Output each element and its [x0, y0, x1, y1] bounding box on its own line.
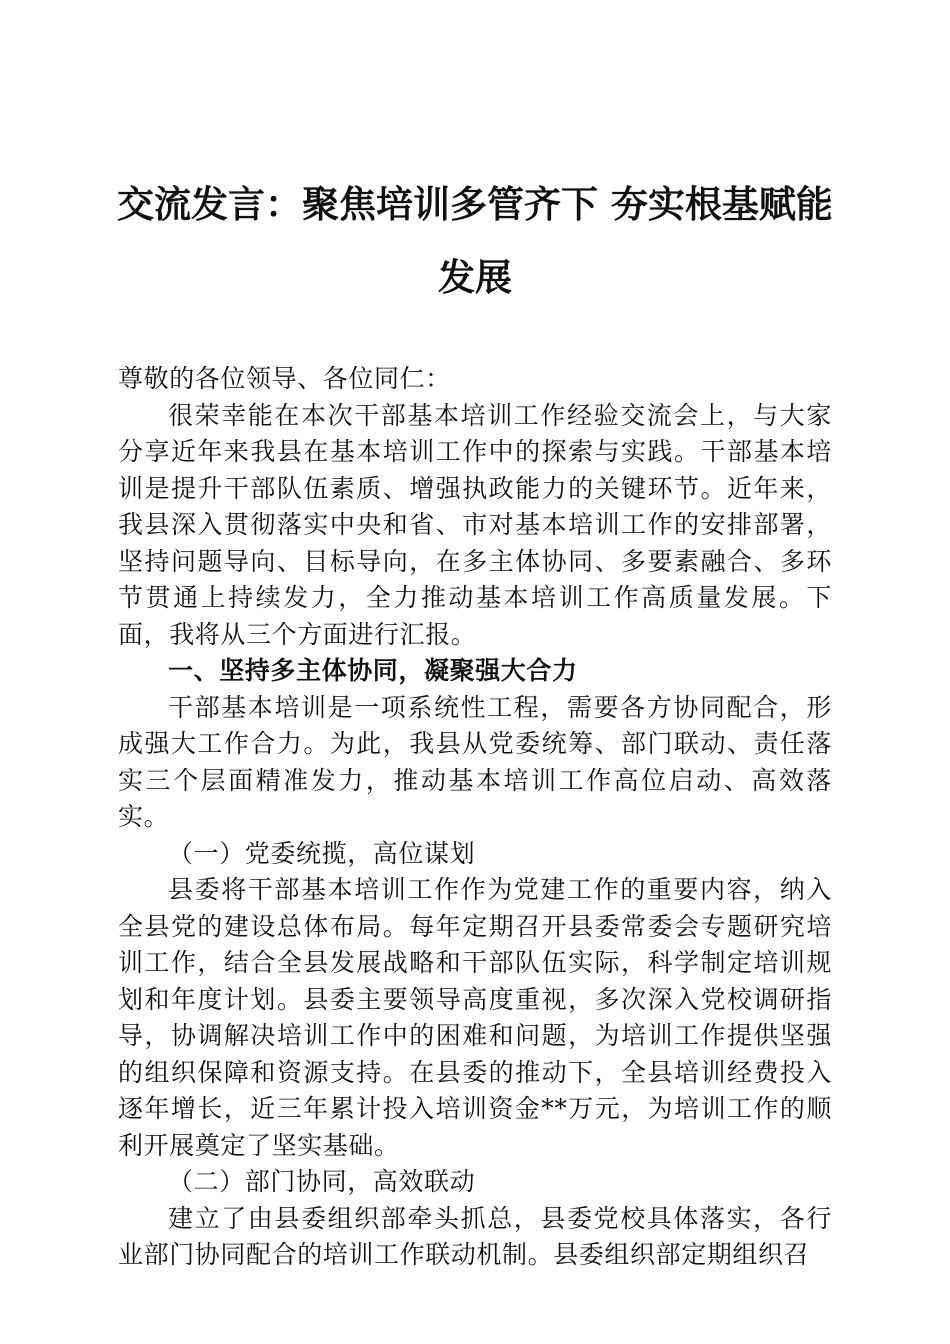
subsection-heading-2: （二）部门协同，高效联动	[168, 1167, 476, 1196]
document-title: 交流发言：聚焦培训多管齐下 夯实根基赋能发展	[117, 182, 833, 299]
section-heading-1: 一、坚持多主体协同，凝聚强大合力	[168, 656, 578, 685]
paragraph-subsection-2: 建立了由县委组织部牵头抓总，县委党校具体落实，各行业部门协同配合的培训工作联动机制。县委组织部定期组织召	[118, 1203, 832, 1269]
subsection-heading-1: （一）党委统揽，高位谋划	[168, 838, 476, 868]
salutation: 尊敬的各位领导、各位同仁：	[118, 364, 451, 393]
document-body	[118, 361, 832, 1274]
paragraph-intro: 很荣幸能在本次干部基本培训工作经验交流会上，与大家分享近年来我县在基本培训工作中的探索与实践。干部基本培训是提升干部队伍素质、增强执政能力的关键环节。近年来，我县深入贯彻落实中央和省、市对基本培训工作的安排部署，坚持问题导向、目标导向，在多主体协同、多要素融合、多环节贯通上持续发力，全力推动基本培训工作高质量发展。下面，我将从三个方面进行汇报。	[118, 400, 832, 649]
paragraph-section-1: 干部基本培训是一项系统性工程，需要各方协同配合，形成强大工作合力。为此，我县从党委统筹、部门联动、责任落实三个层面精准发力，推动基本培训工作高位启动、高效落实。	[118, 692, 832, 831]
paragraph-subsection-1: 县委将干部基本培训工作作为党建工作的重要内容，纳入全县党的建设总体布局。每年定期召开县委常委会专题研究培训工作，结合全县发展战略和干部队伍实际，科学制定培训规划和年度计划。县委主要领导高度重视，多次深入党校调研指导，协调解决培训工作中的困难和问题，为培训工作提供坚强的组织保障和资源支持。在县委的推动下，全县培训经费投入逐年增长，近三年累计投入培训资金**万元，为培训工作的顺利开展奠定了坚实基础。	[118, 875, 832, 1160]
